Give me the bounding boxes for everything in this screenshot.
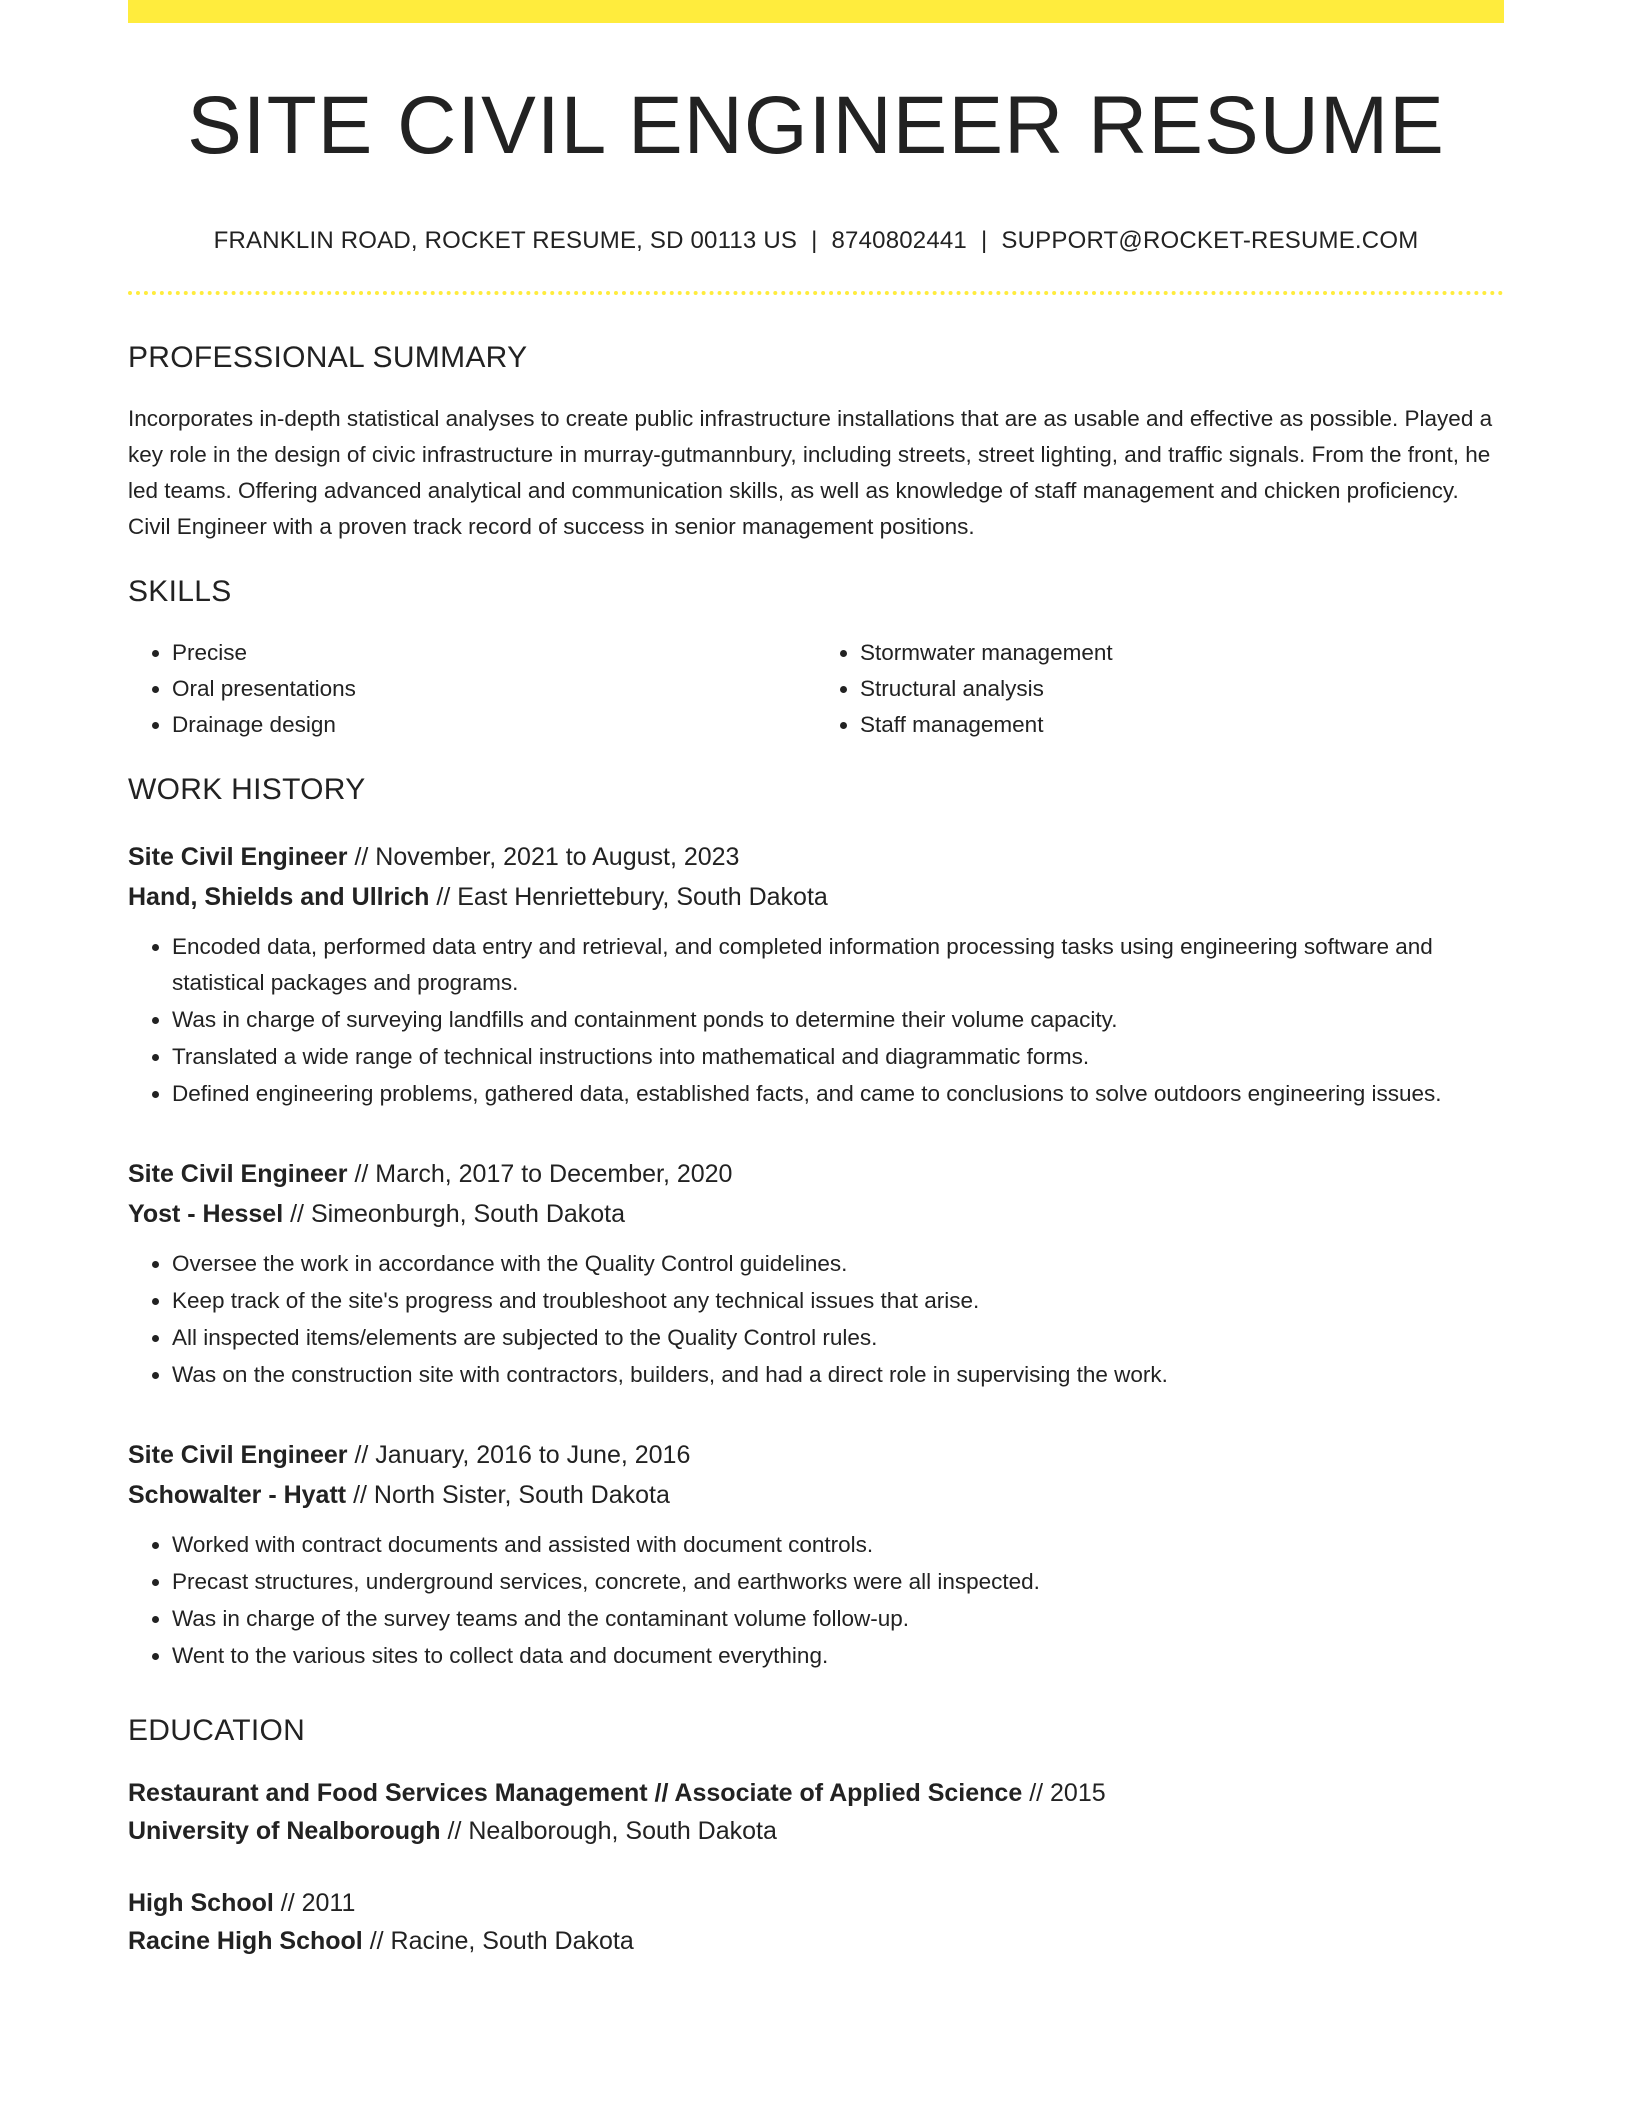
work-history-heading: WORK HISTORY	[128, 773, 366, 807]
education-entry	[128, 1774, 1504, 1850]
job-bullet: • Keep track of the site's progress and troubleshoot any technical issues that arise.	[172, 1283, 1504, 1319]
skill-item: • Drainage design	[172, 707, 816, 743]
job-bullet: • Translated a wide range of technical instructions into mathematical and diagrammatic forms.	[172, 1039, 1504, 1075]
job-bullet: • Worked with contract documents and assisted with document controls.	[172, 1527, 1504, 1563]
resume-page	[128, 0, 1504, 1960]
job-company-line	[128, 877, 1504, 917]
education-school-line	[128, 1812, 1504, 1850]
dotted-divider	[128, 291, 1504, 295]
skills-column-right	[816, 635, 1504, 743]
summary-heading: PROFESSIONAL SUMMARY	[128, 341, 528, 375]
education-school: University of Nealborough	[128, 1817, 441, 1846]
job-location: // North Sister, South Dakota	[353, 1481, 670, 1510]
summary-text: Incorporates in-depth statistical analyses to create public infrastructure installations that are as usable and effective as possible. Played a key role in the design of civic infrastructure in murray-gutmannbury, including streets, street lighting, and traffic signals. From the front, he led teams. Offering advanced analytical and communication skills, as well as knowledge of staff management and chicken proficiency. Civil Engineer with a proven track record of success in senior management positions.	[128, 406, 1493, 540]
education-heading: EDUCATION	[128, 1714, 306, 1748]
job-title: Site Civil Engineer	[128, 1441, 348, 1470]
job-bullets	[128, 929, 1504, 1112]
job-title-line	[128, 837, 1504, 877]
education-location: // Nealborough, South Dakota	[447, 1817, 777, 1846]
contact-phone: 8740802441	[831, 227, 967, 255]
education-year: // 2011	[280, 1889, 356, 1918]
skills-heading: SKILLS	[128, 575, 232, 609]
education-degree: Restaurant and Food Services Management // Associate of Applied Science	[128, 1779, 1023, 1808]
job-bullet: • Went to the various sites to collect data and document everything.	[172, 1638, 1504, 1674]
education-year: // 2015	[1029, 1779, 1106, 1808]
job-entry	[128, 1154, 1504, 1393]
job-company: Hand, Shields and Ullrich	[128, 883, 430, 912]
job-bullets	[128, 1246, 1504, 1393]
education-degree-line	[128, 1774, 1504, 1812]
job-title: Site Civil Engineer	[128, 843, 348, 872]
job-company: Schowalter - Hyatt	[128, 1481, 347, 1510]
job-company: Yost - Hessel	[128, 1200, 284, 1229]
job-bullet: • All inspected items/elements are subjected to the Quality Control rules.	[172, 1320, 1504, 1356]
job-entry	[128, 837, 1504, 1112]
education-degree: High School	[128, 1889, 274, 1918]
skill-item: • Precise	[172, 635, 816, 671]
job-bullets	[128, 1527, 1504, 1674]
skill-item: • Oral presentations	[172, 671, 816, 707]
job-bullet: • Was in charge of surveying landfills and containment ponds to determine their volume capacity.	[172, 1002, 1504, 1038]
education-location: // Racine, South Dakota	[369, 1927, 634, 1956]
contact-address: FRANKLIN ROAD, ROCKET RESUME, SD 00113 US	[213, 227, 798, 255]
job-dates: // November, 2021 to August, 2023	[354, 843, 740, 872]
job-bullet: • Was in charge of the survey teams and the contaminant volume follow-up.	[172, 1601, 1504, 1637]
top-accent-bar	[128, 0, 1504, 23]
job-title: Site Civil Engineer	[128, 1160, 348, 1189]
job-bullet: • Defined engineering problems, gathered data, established facts, and came to conclusions to solve outdoors engineering issues.	[172, 1076, 1504, 1112]
education-entry	[128, 1884, 1504, 1960]
job-title-line	[128, 1435, 1504, 1475]
skill-item: • Staff management	[860, 707, 1504, 743]
skill-item: • Structural analysis	[860, 671, 1504, 707]
contact-separator: |	[811, 227, 818, 255]
job-location: // Simeonburgh, South Dakota	[290, 1200, 626, 1229]
job-bullet: • Encoded data, performed data entry and retrieval, and completed information processing tasks using engineering software and statistical packages and programs.	[172, 929, 1504, 1001]
job-location: // East Henriettebury, South Dakota	[436, 883, 828, 912]
job-title-line	[128, 1154, 1504, 1194]
contact-email: SUPPORT@ROCKET-RESUME.COM	[1001, 227, 1419, 255]
skills-list	[128, 635, 1504, 743]
education-degree-line	[128, 1884, 1504, 1922]
job-bullet: • Oversee the work in accordance with the Quality Control guidelines.	[172, 1246, 1504, 1282]
job-dates: // March, 2017 to December, 2020	[354, 1160, 733, 1189]
contact-separator: |	[980, 227, 988, 255]
job-entry	[128, 1435, 1504, 1674]
skills-column-left	[128, 635, 816, 743]
job-company-line	[128, 1194, 1504, 1234]
job-bullet: • Was on the construction site with contractors, builders, and had a direct role in supervising the work.	[172, 1357, 1504, 1393]
job-dates: // January, 2016 to June, 2016	[354, 1441, 691, 1470]
skill-item: • Stormwater management	[860, 635, 1504, 671]
job-bullet: • Precast structures, underground services, concrete, and earthworks were all inspected.	[172, 1564, 1504, 1600]
education-school: Racine High School	[128, 1927, 363, 1956]
contact-line	[128, 227, 1504, 255]
job-company-line	[128, 1475, 1504, 1515]
education-school-line	[128, 1922, 1504, 1960]
resume-title: SITE CIVIL ENGINEER RESUME	[187, 80, 1445, 171]
